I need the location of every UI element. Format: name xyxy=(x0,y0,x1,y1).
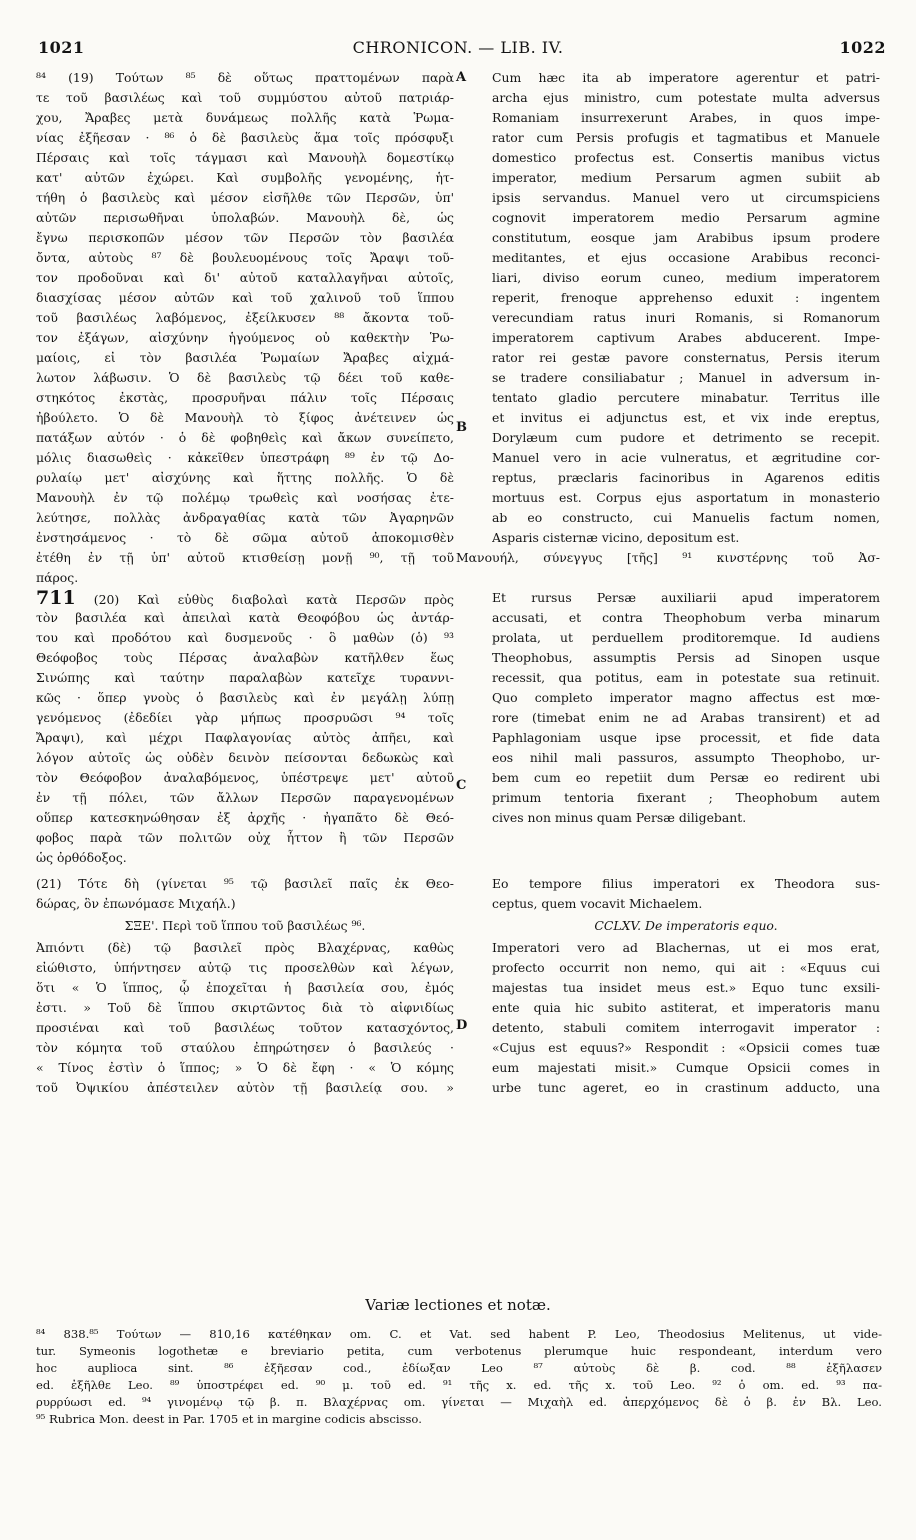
right-page-number: 1022 xyxy=(839,38,886,57)
text-line: ἠβούλετο. Ὁ δὲ Μανουὴλ τὸ ξίφος ἀνέτεινεν ὡς xyxy=(36,410,454,425)
text-line: tentato gladio percutere minabatur. Territus ille xyxy=(492,390,880,405)
text-line: ceptus, quem vocavit Michaelem. xyxy=(492,896,703,911)
text-line: Πέρσαις καὶ τοῖς τάγμασι καὶ Μανουὴλ δομεστίκῳ xyxy=(36,150,454,165)
running-title: CHRONICON. — LIB. IV. xyxy=(352,38,564,57)
text-line: ⁸⁴ 838.⁸⁵ Τούτων — 810,16 κατέθηκαν om. C. et Vat. sed habent P. Leo, Theodosius Melitenus, ut vide- xyxy=(36,1327,882,1341)
text-line: του καὶ προδότου καὶ δυσμενοῦς · ὃ μαθὼν (ὁ) ⁹³ xyxy=(36,630,454,645)
text-line: ἐν τῇ πόλει, τῶν ἄλλων Περσῶν παραγενομένων xyxy=(36,790,454,805)
text-line: Quo completo imperator magno affectus est mœ- xyxy=(492,690,880,705)
left-page-number: 1021 xyxy=(38,38,85,57)
latin-paragraph-horse xyxy=(492,938,880,1098)
text-line: « Τίνος ἐστὶν ὁ ἵππος; » Ὁ δὲ ἔφη · « Ὁ κόμης xyxy=(36,1060,454,1075)
text-line: Dorylæum cum pudore et detrimento se recepit. xyxy=(492,430,880,445)
text-line: ed. ἐξῆλθε Leo. ⁸⁹ ὑποστρέφει ed. ⁹⁰ μ. τοῦ ed. ⁹¹ τῆς x. ed. τῆς x. τοῦ Leo. ⁹² ὁ om. ed. ⁹³ πα- xyxy=(36,1378,882,1392)
text-line: Paphlagoniam usque ipse processit, et fide data xyxy=(492,730,880,745)
text-line: χου, Ἄραβες μετὰ δυνάμεως πολλῆς κατὰ Ῥωμα- xyxy=(36,110,454,125)
text-line: mortuus est. Corpus ejus asportatum in monasterio xyxy=(492,490,880,505)
greek-section-heading: ΣΞΕ'. Περὶ τοῦ ἵππου τοῦ βασιλέως ⁹⁶. xyxy=(124,918,366,933)
latin-paragraph-21 xyxy=(492,874,880,914)
text-line: Cum hæc ita ab imperatore agerentur et patri- xyxy=(492,70,880,85)
text-line: λεύτησε, πολλὰς ἀνδραγαθίας κατὰ τῶν Ἀγαρηνῶν xyxy=(36,510,454,525)
text-line: τοῦ Ὀψικίου ἀπέστειλεν αὐτὸν τῇ βασιλείᾳ σου. » xyxy=(36,1080,454,1095)
text-line: ente quia hic subito astiterat, et imperatoris manu xyxy=(492,1000,880,1015)
text-line: τήθη ὁ βασιλεὺς καὶ μέσον εἰσῆλθε τῶν Περσῶν, ὑπ' xyxy=(36,190,454,205)
text-line: τον προδοῦναι καὶ δι' αὐτοῦ καταλλαγῆναι αὐτοῖς, xyxy=(36,270,454,285)
text-line: liari, diviso eorum cuneo, medium imperatorem xyxy=(492,270,880,285)
greek-paragraph-19 xyxy=(36,68,454,588)
text-line: λωτον λάβωσιν. Ὁ δὲ βασιλεὺς τῷ δέει τοῦ καθε- xyxy=(36,370,454,385)
text-line: se tradere consiliabatur ; Manuel in adversum in- xyxy=(492,370,880,385)
text-line: τον ἐξάγων, αἰσχύνην ἡγούμενος οὐ καθεκτὴν Ῥω- xyxy=(36,330,454,345)
text-line: νίας ἐξῆεσαν · ⁸⁶ ὁ δὲ βασιλεὺς ἅμα τοῖς πρόσφυξι xyxy=(36,130,454,145)
text-line: cives non minus quam Persæ diligebant. xyxy=(492,810,747,825)
text-line: ab eo constructo, cui Manuelis factum nomen, xyxy=(492,510,880,525)
text-line: Θεόφοβος τοὺς Πέρσας ἀναλαβὼν κατῆλθεν ἕως xyxy=(36,650,454,665)
text-line: ὡς ὀρθόδοξος. xyxy=(36,850,127,865)
text-line: Et rursus Persæ auxiliarii apud imperatorem xyxy=(492,590,880,605)
latin-section-heading: CCLXV. De imperatoris equo. xyxy=(594,918,778,933)
greek-paragraph-20-first-line: 711 (20) Καὶ εὐθὺς διαβολαὶ κατὰ Περσῶν πρὸς xyxy=(36,588,454,608)
text-line: ρυρρύωσι ed. ⁹⁴ γινομένῳ τῷ β. π. Βλαχέρνας om. γίνεται — Μιχαὴλ ed. ἀπερχόμενος δὲ ὁ β. ἐν Βλ. Leo. xyxy=(36,1395,882,1409)
text-line: Μανουὴλ ἐν τῷ πολέμῳ τρωθεὶς καὶ νοσήσας ἐτε- xyxy=(36,490,454,505)
text-line: tur. Symeonis logothetæ e breviario petita, cum verbotenus plerumque huic respondeant, interdum vero xyxy=(36,1344,882,1358)
latin-column xyxy=(456,68,880,1098)
text-line: meditantes, et ejus occasione Arabibus reconci- xyxy=(492,250,880,265)
greek-paragraph-21 xyxy=(36,874,454,914)
text-line: ἐστι. » Τοῦ δὲ ἵππου σκιρτῶντος διὰ τὸ αἰφνιδίως xyxy=(36,1000,454,1015)
text-line: ἔγνω περισκοπῶν μέσον τῶν Περσῶν τὸν βασιλέα xyxy=(36,230,454,245)
text-line: accusati, et contra Theophobum verba minarum xyxy=(492,610,880,625)
text-line: eum majestati misit.» Cumque Opsicii comes in xyxy=(492,1060,880,1075)
text-line: οὕπερ κατεσκηνώθησαν ἐξ ἀρχῆς · ἠγαπᾶτο δὲ Θεό- xyxy=(36,810,454,825)
text-line: γενόμενος (ἐδεδίει γὰρ μήπως προσρυῶσι ⁹⁴ τοῖς xyxy=(36,710,454,725)
text-line: profecto occurrit non nemo, qui ait : «Equus cui xyxy=(492,960,880,975)
text-line: εἰώθιστο, ὑπήντησεν αὐτῷ τις προσελθὼν καὶ λέγων, xyxy=(36,960,454,975)
margin-page-number: 711 xyxy=(36,588,76,608)
text-line: Ἄραψι), καὶ μέχρι Παφλαγονίας αὐτὸς ἀπῆει, καὶ xyxy=(36,730,454,745)
text-line: τὸν κόμητα τοῦ σταύλου ἐπηρώτησεν ὁ βασιλεύς · xyxy=(36,1040,454,1055)
text-line: Romaniam insurrexerunt Arabes, in quos impe- xyxy=(492,110,880,125)
greek-column xyxy=(36,68,454,1098)
text-line: primum tentoria fixerant ; Theophobum autem xyxy=(492,790,880,805)
text-line: majestas tua insidet meus est.» Equo tunc exsili- xyxy=(492,980,880,995)
text-line: reptus, præclaris facinoribus in Agarenos editis xyxy=(492,470,880,485)
text-line: urbe tunc ageret, eo in crastinum adducto, una xyxy=(492,1080,880,1095)
text-line: κατ' αὐτῶν ἐχώρει. Καὶ συμβολῆς γενομένης, ἡτ- xyxy=(36,170,454,185)
text-line: ἐτέθη ἐν τῇ ὑπ' αὐτοῦ κτισθείσῃ μονῇ ⁹⁰, τῇ τοῦ xyxy=(36,550,454,565)
text-line: ipsis servandus. Manuel vero ut circumspiciens xyxy=(492,190,880,205)
text-line: ⁹⁵ Rubrica Mon. deest in Par. 1705 et in margine codicis abscisso. xyxy=(36,1412,422,1426)
text-line: eos nihil mali passuros, assumpto Theophobo, ur- xyxy=(492,750,880,765)
text-line: imperator, medium Persarum agmen subiit ab xyxy=(492,170,880,185)
text-line: Σινώπης καὶ ταύτην παραλαβὼν κατεῖχε τυραννι- xyxy=(36,670,454,685)
text-line: προσιέναι καὶ τοῦ βασιλέως τοῦτον κατασχόντος, xyxy=(36,1020,454,1035)
text-line: rator cum Persis profugis et tagmatibus et Manuele xyxy=(492,130,880,145)
text-line: reperit, frenoque apprehenso eduxit : ingentem xyxy=(492,290,880,305)
text-line: πατάξων αὐτόν · ὁ δὲ φοβηθεὶς καὶ ἄκων συνείπετο, xyxy=(36,430,454,445)
latin-paragraph-20 xyxy=(492,588,880,828)
margin-letter-c: C xyxy=(456,778,467,793)
text-line: hoc auplioca sint. ⁸⁶ ἐξῆεσαν cod., ἐδίωξαν Leo ⁸⁷ αὐτοὺς δὲ β. cod. ⁸⁸ ἐξῆλασεν xyxy=(36,1361,882,1375)
text-line: φοβος παρὰ τῶν πολιτῶν οὐχ ἧττον ἢ τῶν Περσῶν xyxy=(36,830,454,845)
text-line: τὸν Θεόφοβον ἀναλαβόμενος, ὑπέστρεψε μετ' αὐτοῦ xyxy=(36,770,454,785)
text-line: στηκότος ἐκστὰς, προσρυῆναι πάλιν τοῖς Πέρσαις xyxy=(36,390,454,405)
greek-paragraph-20 xyxy=(36,608,454,868)
text-line: τοῦ βασιλέως λαβόμενος, ἐξείλκυσεν ⁸⁸ ἄκοντα τοῦ- xyxy=(36,310,454,325)
text-line: κῶς · ὅπερ γνοὺς ὁ βασιλεὺς καὶ ἐν μεγάλῃ λύπῃ xyxy=(36,690,454,705)
text-line: ρυλαίῳ μετ' αἰσχύνης καὶ ἥττης πολλῆς. Ὁ δὲ xyxy=(36,470,454,485)
text-line: recessit, qua potitus, eam in potestate sua retinuit. xyxy=(492,670,880,685)
text-line: et invitus ei adjunctus est, et vix inde ereptus, xyxy=(492,410,880,425)
text-line: rore (timebat enim ne ad Arabas transirent) et ad xyxy=(492,710,880,725)
text-line: prolata, ut perduellem proditoremque. Id audiens xyxy=(492,630,880,645)
notes-body xyxy=(36,1326,882,1428)
text-line: διασχίσας μέσον αὐτῶν καὶ τοῦ χαλινοῦ τοῦ ἵππου xyxy=(36,290,454,305)
text-line: bem cum eo repetiit dum Persæ eo redirent ubi xyxy=(492,770,880,785)
text-line: ὄντα, αὐτοὺς ⁸⁷ δὲ βουλευομένους τοῖς Ἄραψι τοῦ- xyxy=(36,250,454,265)
text-line: πάρος. xyxy=(36,570,79,585)
text-line: δώρας, ὃν ἐπωνόμασε Μιχαήλ.) xyxy=(36,896,236,911)
text-line: αὐτῶν περισωθῆναι ὑπολαβών. Μανουὴλ δὲ, ὡς xyxy=(36,210,454,225)
text-line: rator rei gestæ pavore consternatus, Persis iterum xyxy=(492,350,880,365)
running-header xyxy=(0,38,916,62)
text-line: ⁸⁴ (19) Τούτων ⁸⁵ δὲ οὕτως πραττομένων παρὰ xyxy=(36,70,454,85)
text-line: μόλις διασωθεὶς · κἀκεῖθεν ὑπεστράφη ⁸⁹ ἐν τῷ Δο- xyxy=(36,450,454,465)
text-line: Theophobus, assumptis Persis ad Sinopen usque xyxy=(492,650,880,665)
text-line: domestico profectus est. Consertis manibus victus xyxy=(492,150,880,165)
text-line: ἐνστησάμενος · τὸ δὲ σῶμα αὐτοῦ ἀποκομισθὲν xyxy=(36,530,454,545)
latin-paragraph-19 xyxy=(492,68,880,548)
text-line: ὅτι « Ὁ ἵππος, ᾧ ἐποχεῖται ἡ βασιλεία σου, ἐμός xyxy=(36,980,454,995)
text-line: Eo tempore filius imperatori ex Theodora sus- xyxy=(492,876,880,891)
notes-title: Variæ lectiones et notæ. xyxy=(365,1296,551,1314)
greek-paragraph-horse xyxy=(36,938,454,1098)
text-line: imperatorem captivum Arabes abducerent. Impe- xyxy=(492,330,880,345)
text-line: Imperatori vero ad Blachernas, ut ei mos erat, xyxy=(492,940,880,955)
text-line: cognovit imperatorem medio Persarum agmine xyxy=(492,210,880,225)
text-line: Asparis cisternæ vicino, depositum est. xyxy=(492,530,740,545)
text-line: (21) Τότε δὴ (γίνεται ⁹⁵ τῷ βασιλεῖ παῖς ἐκ Θεο- xyxy=(36,876,454,891)
text-line: «Cujus est equus?» Respondit : «Opsicii comes tuæ xyxy=(492,1040,880,1055)
text-line: τὸν βασιλέα καὶ ἀπειλαὶ κατὰ Θεοφόβου ὡς ἀντάρ- xyxy=(36,610,454,625)
greek-continuation-line: Μανουήλ, σύνεγγυς [τῆς] ⁹¹ κινστέρνης τοῦ Ἀσ- xyxy=(456,550,880,565)
text-line: detento, stabuli comitem interrogavit imperator : xyxy=(492,1020,880,1035)
text-line: τε τοῦ βασιλέως καὶ τοῦ συμμύστου αὐτοῦ πατριάρ- xyxy=(36,90,454,105)
text-line: verecundiam ratus inuri Romanis, si Romanorum xyxy=(492,310,880,325)
margin-letter-b: B xyxy=(456,420,467,435)
text-line: λόγον αὐτοῖς ὡς οὐδὲν δεινὸν πείσονται δεδωκὼς καὶ xyxy=(36,750,454,765)
text-line: μαίοις, εἰ τὸν βασιλέα Ῥωμαίων Ἄραβες αἰχμά- xyxy=(36,350,454,365)
margin-letter-a: A xyxy=(456,70,467,85)
text-line: archa ejus ministro, cum potestate multa adversus xyxy=(492,90,880,105)
text-line: Ἀπιόντι (δὲ) τῷ βασιλεῖ πρὸς Βλαχέρνας, καθὼς xyxy=(36,940,454,955)
margin-letter-d: D xyxy=(456,1018,468,1033)
text-line: constitutum, eosque jam Arabibus ipsum prodere xyxy=(492,230,880,245)
text-line: Manuel vero in acie vulneratus, et ægritudine cor- xyxy=(492,450,880,465)
